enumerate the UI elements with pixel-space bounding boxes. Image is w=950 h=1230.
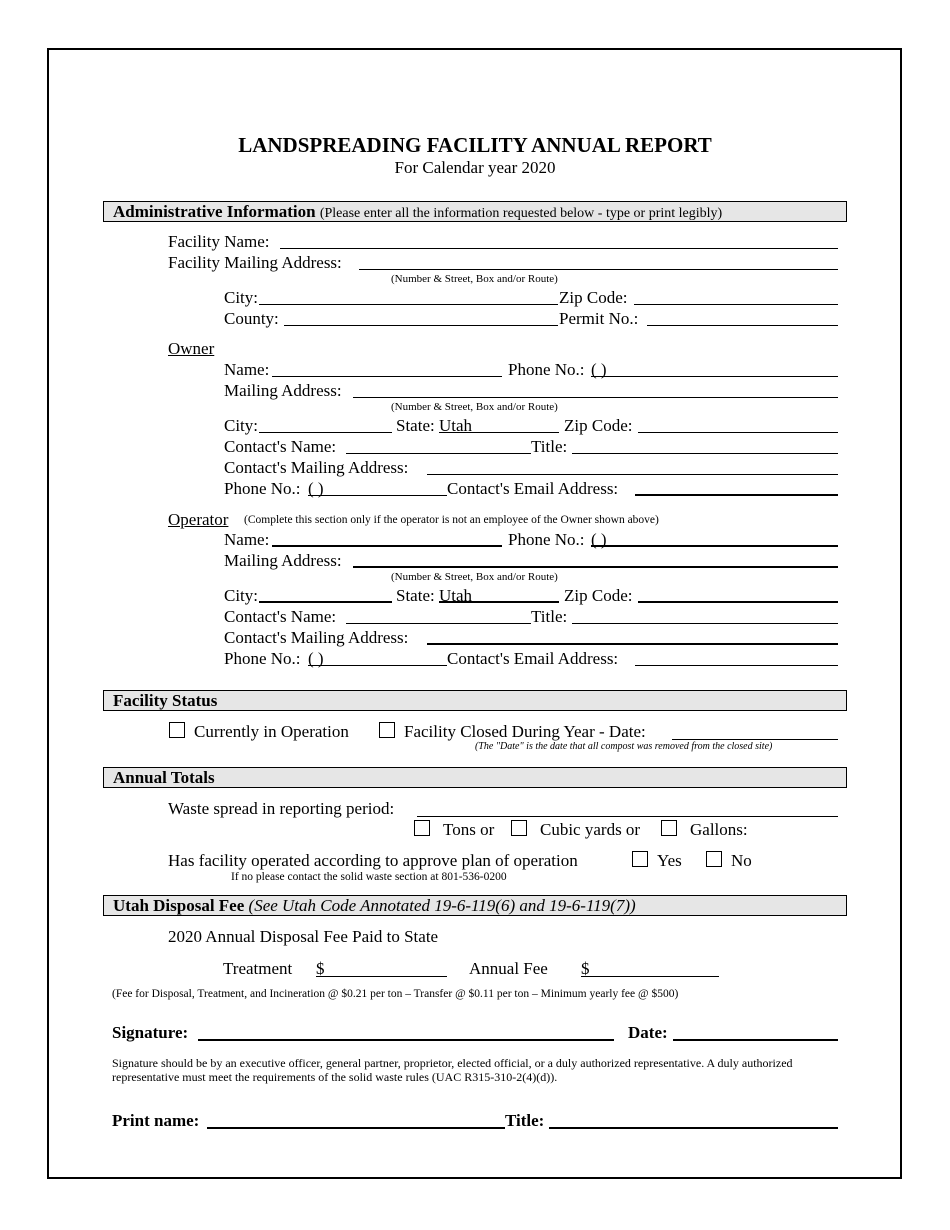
in-operation-checkbox[interactable] xyxy=(169,722,185,738)
owner-phone-field[interactable] xyxy=(591,376,838,377)
owner-title-label: Title: xyxy=(531,437,568,456)
plan-question: Has facility operated according to approve plan of operation xyxy=(168,851,578,870)
signature-date-label: Date: xyxy=(628,1023,668,1042)
operator-phone2-paren: ( ) xyxy=(308,649,324,668)
closed-checkbox[interactable] xyxy=(379,722,395,738)
operator-contact-mailing-label: Contact's Mailing Address: xyxy=(224,628,409,647)
operator-name-label: Name: xyxy=(224,530,270,549)
operator-email-field[interactable] xyxy=(635,665,838,666)
owner-mailing-field[interactable] xyxy=(353,397,838,398)
owner-state-label: State: xyxy=(396,416,435,435)
owner-heading: Owner xyxy=(168,339,215,358)
facility-address-hint: (Number & Street, Box and/or Route) xyxy=(391,273,558,285)
operator-mailing-field[interactable] xyxy=(353,566,838,568)
operator-heading-note: (Complete this section only if the operator is not an employee of the Owner shown above) xyxy=(244,514,659,526)
permit-label: Permit No.: xyxy=(559,309,639,328)
admin-heading: Administrative Information xyxy=(113,202,316,221)
closed-date-note: (The "Date" is the date that all compost was removed from the closed site) xyxy=(475,741,773,752)
operator-contact-mailing-field[interactable] xyxy=(427,643,838,645)
facility-zip-label: Zip Code: xyxy=(559,288,628,307)
plan-note: If no please contact the solid waste section at 801-536-0200 xyxy=(231,871,507,883)
operator-contact-name-label: Contact's Name: xyxy=(224,607,337,626)
plan-yes-checkbox[interactable] xyxy=(632,851,648,867)
operator-phone2-label: Phone No.: xyxy=(224,649,301,668)
owner-city-field[interactable] xyxy=(259,432,392,433)
operator-phone2-field[interactable] xyxy=(308,665,447,666)
print-name-label: Print name: xyxy=(112,1111,200,1130)
annual-fee-label: Annual Fee xyxy=(469,959,548,978)
owner-mailing-label: Mailing Address: xyxy=(224,381,342,400)
fee-heading: Utah Disposal Fee xyxy=(113,896,245,915)
operator-state-value: Utah xyxy=(439,586,473,605)
owner-contact-name-label: Contact's Name: xyxy=(224,437,337,456)
plan-no-label: No xyxy=(731,851,752,870)
operator-city-label: City: xyxy=(224,586,259,605)
closed-date-field[interactable] xyxy=(672,739,838,740)
waste-spread-field[interactable] xyxy=(417,816,838,817)
owner-email-field[interactable] xyxy=(635,494,838,496)
treatment-field[interactable] xyxy=(316,976,447,977)
owner-name-label: Name: xyxy=(224,360,270,379)
facility-name-label: Facility Name: xyxy=(168,232,270,251)
operator-zip-label: Zip Code: xyxy=(564,586,633,605)
totals-heading: Annual Totals xyxy=(113,768,215,787)
operator-city-field[interactable] xyxy=(259,601,392,603)
owner-city-label: City: xyxy=(224,416,259,435)
operator-address-hint: (Number & Street, Box and/or Route) xyxy=(391,571,558,583)
tons-label: Tons or xyxy=(443,820,495,839)
facility-mailing-field[interactable] xyxy=(359,269,838,270)
owner-contact-name-field[interactable] xyxy=(346,453,531,454)
admin-heading-note: (Please enter all the information requested below - type or print legibly) xyxy=(319,206,723,221)
operator-state-field[interactable] xyxy=(439,601,559,603)
owner-state-field[interactable] xyxy=(439,432,559,433)
operator-contact-name-field[interactable] xyxy=(346,623,531,624)
owner-address-hint: (Number & Street, Box and/or Route) xyxy=(391,401,558,413)
status-heading: Facility Status xyxy=(113,691,218,710)
facility-city-label: City: xyxy=(224,288,259,307)
owner-zip-label: Zip Code: xyxy=(564,416,633,435)
totals-section-header xyxy=(103,767,847,788)
owner-name-field[interactable] xyxy=(272,376,502,377)
annual-fee-field[interactable] xyxy=(581,976,719,977)
treatment-label: Treatment xyxy=(223,959,293,978)
report-title: LANDSPREADING FACILITY ANNUAL REPORT xyxy=(238,133,712,157)
signature-date-field[interactable] xyxy=(673,1039,838,1041)
treatment-dollar: $ xyxy=(316,959,325,978)
operator-phone-field[interactable] xyxy=(591,545,838,547)
in-operation-label: Currently in Operation xyxy=(194,722,349,741)
cubic-yards-label: Cubic yards or xyxy=(540,820,641,839)
admin-section-header xyxy=(103,201,847,222)
operator-heading: Operator xyxy=(168,510,229,529)
operator-phone-paren: ( ) xyxy=(591,530,607,549)
fee-paid-label: 2020 Annual Disposal Fee Paid to State xyxy=(168,927,439,946)
facility-city-field[interactable] xyxy=(259,304,558,305)
plan-no-checkbox[interactable] xyxy=(706,851,722,867)
operator-email-label: Contact's Email Address: xyxy=(447,649,619,668)
owner-contact-mailing-field[interactable] xyxy=(427,474,838,475)
owner-phone2-field[interactable] xyxy=(308,495,447,496)
signature-field[interactable] xyxy=(198,1039,614,1041)
operator-mailing-label: Mailing Address: xyxy=(224,551,342,570)
facility-county-field[interactable] xyxy=(284,325,558,326)
owner-phone-paren: ( ) xyxy=(591,360,607,379)
waste-spread-label: Waste spread in reporting period: xyxy=(168,799,395,818)
owner-email-label: Contact's Email Address: xyxy=(447,479,619,498)
print-title-label: Title: xyxy=(505,1111,545,1130)
owner-title-field[interactable] xyxy=(572,453,838,454)
facility-zip-field[interactable] xyxy=(634,304,838,305)
tons-checkbox[interactable] xyxy=(414,820,430,836)
signature-note: Signature should be by an executive officer, general partner, proprietor, elected official, or a duly authorized representative. A duly authorized representative must meet the requirements of the solid waste rules (UAC R315-310-2(4)(d)). xyxy=(112,1056,793,1084)
operator-zip-field[interactable] xyxy=(638,601,838,603)
facility-mailing-label: Facility Mailing Address: xyxy=(168,253,342,272)
gallons-checkbox[interactable] xyxy=(661,820,677,836)
print-title-field[interactable] xyxy=(549,1127,838,1129)
fee-section-header xyxy=(103,895,847,916)
plan-yes-label: Yes xyxy=(657,851,682,870)
operator-phone-label: Phone No.: xyxy=(508,530,585,549)
permit-field[interactable] xyxy=(647,325,838,326)
operator-name-field[interactable] xyxy=(272,545,502,547)
owner-zip-field[interactable] xyxy=(638,432,838,433)
gallons-label: Gallons: xyxy=(690,820,748,839)
fee-note: (Fee for Disposal, Treatment, and Incineration @ $0.21 per ton – Transfer @ $0.11 per ton – Minimum yearly fee @ $500) xyxy=(112,988,679,1000)
fee-heading-note: (See Utah Code Annotated 19-6-119(6) and 19-6-119(7)) xyxy=(248,896,636,915)
owner-phone-label: Phone No.: xyxy=(508,360,585,379)
status-section-header xyxy=(103,690,847,711)
owner-state-value: Utah xyxy=(439,416,473,435)
closed-label: Facility Closed During Year - Date: xyxy=(404,722,646,741)
operator-state-label: State: xyxy=(396,586,435,605)
signature-label: Signature: xyxy=(112,1023,189,1042)
report-subtitle: For Calendar year 2020 xyxy=(394,158,556,177)
operator-title-field[interactable] xyxy=(572,623,838,624)
facility-county-label: County: xyxy=(224,309,279,328)
owner-phone2-paren: ( ) xyxy=(308,479,324,498)
owner-phone2-label: Phone No.: xyxy=(224,479,301,498)
facility-name-field[interactable] xyxy=(280,248,838,249)
print-name-field[interactable] xyxy=(207,1127,505,1129)
cubic-yards-checkbox[interactable] xyxy=(511,820,527,836)
operator-title-label: Title: xyxy=(531,607,568,626)
annual-fee-dollar: $ xyxy=(581,959,590,978)
owner-contact-mailing-label: Contact's Mailing Address: xyxy=(224,458,409,477)
